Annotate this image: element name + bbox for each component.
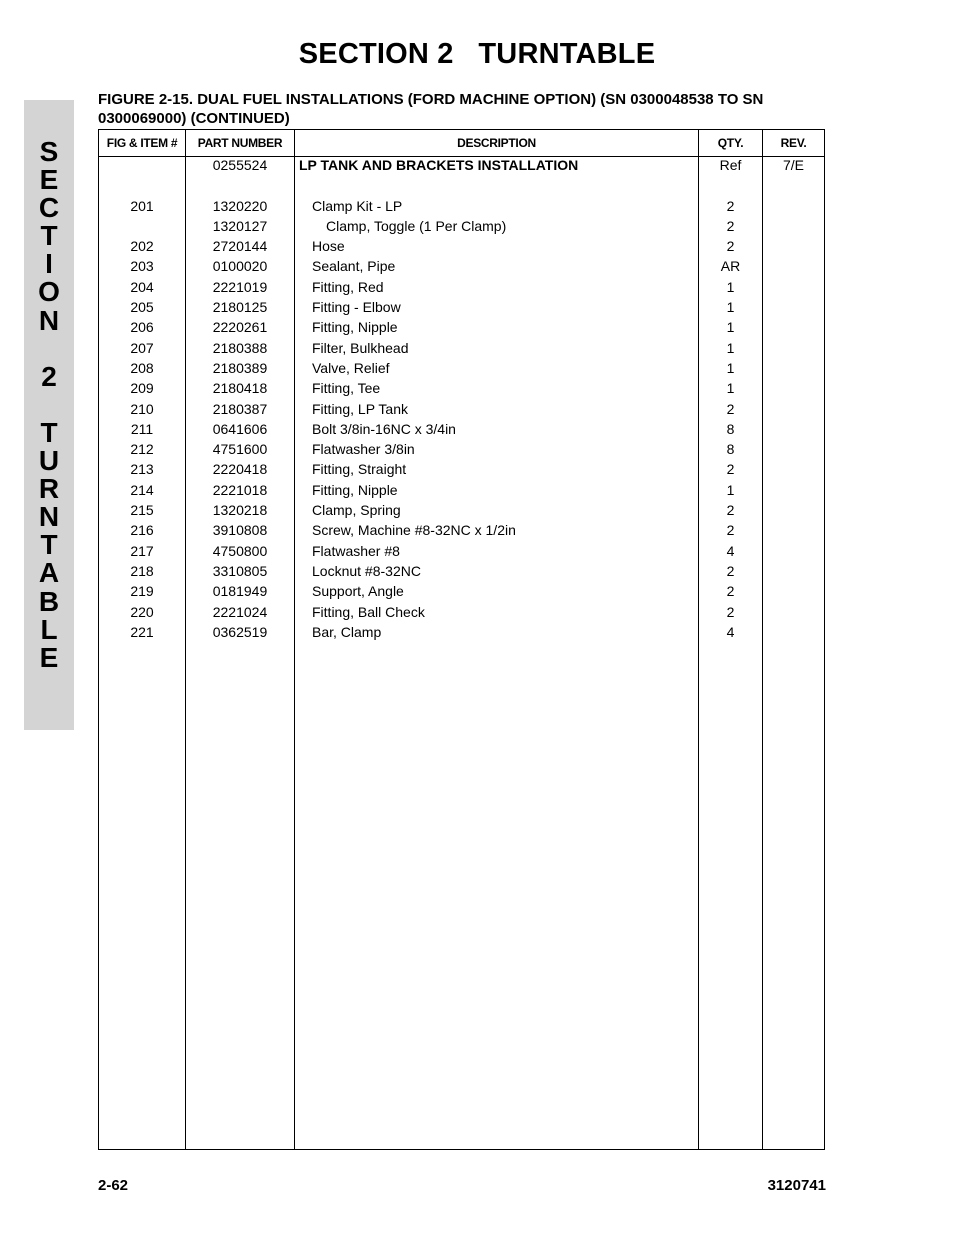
section-title: SECTION 2 TURNTABLE <box>298 38 656 70</box>
row-fig-item: 215 <box>130 502 154 519</box>
row-qty: 1 <box>726 299 735 316</box>
heading-rev: 7/E <box>782 157 804 173</box>
side-tab-letters <box>24 138 74 672</box>
row-qty: 2 <box>726 562 735 579</box>
side-tab-letter: U <box>38 445 60 477</box>
row-fig-item: 205 <box>130 299 154 316</box>
row-qty: 8 <box>726 420 735 437</box>
row-fig-item: 220 <box>130 603 154 620</box>
side-tab-letter: N <box>38 501 60 533</box>
row-qty: 2 <box>726 400 735 417</box>
header-part-number: PART NUMBER <box>186 130 295 157</box>
row-qty: 2 <box>726 583 735 600</box>
row-qty: 2 <box>726 197 735 214</box>
row-fig-item: 204 <box>130 278 154 295</box>
side-tab-letter: C <box>38 192 60 224</box>
side-tab-letter: T <box>40 529 58 561</box>
section-side-tab <box>24 100 74 730</box>
row-part-number: 4751600 <box>212 441 268 458</box>
row-description: Locknut #8-32NC <box>312 562 421 579</box>
heading-part-number: 0255524 <box>212 157 268 173</box>
side-tab-letter: S <box>39 136 59 167</box>
row-description: Clamp Kit - LP <box>312 197 403 214</box>
table-header-row <box>99 130 825 157</box>
row-fig-item: 202 <box>130 238 154 255</box>
heading-description: LP TANK AND BRACKETS INSTALLATION <box>299 157 579 173</box>
side-tab-letter <box>24 391 74 419</box>
page-number: 2-62 <box>98 1177 129 1194</box>
row-qty: 1 <box>726 278 735 295</box>
row-part-number: 0100020 <box>212 258 268 275</box>
side-tab-letter: R <box>38 473 60 505</box>
qty-column <box>699 157 763 1150</box>
row-part-number: 2180125 <box>212 299 268 316</box>
row-description: Fitting, Ball Check <box>312 603 425 620</box>
row-description: Filter, Bulkhead <box>312 339 409 356</box>
header-description: DESCRIPTION <box>295 130 699 157</box>
row-part-number: 2220418 <box>212 461 268 478</box>
row-qty: 2 <box>726 461 735 478</box>
row-fig-item: 218 <box>130 562 154 579</box>
row-description: Screw, Machine #8-32NC x 1/2in <box>312 522 516 539</box>
heading-qty: Ref <box>719 157 742 173</box>
row-part-number: 2221024 <box>212 603 268 620</box>
row-qty: 1 <box>726 481 735 498</box>
row-description: Fitting, Nipple <box>312 481 398 498</box>
side-tab-letter: O <box>38 276 60 308</box>
side-tab-letter: E <box>39 164 59 196</box>
row-part-number: 2180418 <box>212 380 268 397</box>
row-description: Fitting, Straight <box>312 461 407 478</box>
row-fig-item: 209 <box>130 380 154 397</box>
row-fig-item: 219 <box>130 583 154 600</box>
row-description: Fitting, Tee <box>312 380 381 397</box>
row-description: Flatwasher 3/8in <box>312 441 415 458</box>
side-tab-letter: N <box>38 304 60 336</box>
row-description: Bolt 3/8in-16NC x 3/4in <box>312 420 456 437</box>
side-tab-letter: 2 <box>41 360 57 392</box>
row-qty: 2 <box>726 522 735 539</box>
row-fig-item: 216 <box>130 522 154 539</box>
row-description: Fitting, LP Tank <box>312 400 408 417</box>
row-description: Valve, Relief <box>312 359 390 376</box>
header-qty: QTY. <box>699 130 763 157</box>
row-qty: 4 <box>726 623 735 640</box>
row-description: Hose <box>312 238 345 255</box>
row-part-number: 2221018 <box>212 481 268 498</box>
row-fig-item: 217 <box>130 542 154 559</box>
side-tab-letter: T <box>40 220 58 252</box>
row-part-number: 3310805 <box>212 562 268 579</box>
row-part-number: 2720144 <box>212 238 268 255</box>
row-part-number: 1320220 <box>212 197 268 214</box>
row-qty: 1 <box>726 319 735 336</box>
row-part-number: 2221019 <box>212 278 268 295</box>
row-description: Fitting, Red <box>312 278 384 295</box>
row-qty: 2 <box>726 217 735 234</box>
side-tab-letter: I <box>45 248 53 280</box>
row-part-number: 2220261 <box>212 319 268 336</box>
document-number: 3120741 <box>767 1177 826 1194</box>
row-part-number: 2180389 <box>212 359 268 376</box>
row-qty: AR <box>720 258 741 275</box>
row-fig-item: 207 <box>130 339 154 356</box>
row-part-number: 2180387 <box>212 400 268 417</box>
parts-table <box>98 129 825 1150</box>
row-part-number: 3910808 <box>212 522 268 539</box>
row-fig-item: 214 <box>130 481 154 498</box>
row-fig-item: 211 <box>130 420 154 437</box>
row-fig-item <box>99 216 185 236</box>
part-number-column <box>186 157 295 1150</box>
row-description: Fitting, Nipple <box>312 319 398 336</box>
description-column <box>295 157 699 1150</box>
row-part-number: 0362519 <box>212 623 268 640</box>
row-fig-item: 221 <box>130 623 154 640</box>
side-tab-letter: T <box>40 416 58 448</box>
row-qty: 4 <box>726 542 735 559</box>
row-qty: 8 <box>726 441 735 458</box>
row-description: Clamp, Spring <box>312 502 401 519</box>
figure-title: FIGURE 2-15. DUAL FUEL INSTALLATIONS (FORD MACHINE OPTION) (SN 0300048538 TO SN 0300069000) (CONTINUED) <box>98 91 764 127</box>
row-fig-item: 208 <box>130 359 154 376</box>
row-qty: 2 <box>726 238 735 255</box>
row-fig-item: 210 <box>130 400 154 417</box>
row-description: Bar, Clamp <box>312 623 382 640</box>
row-fig-item: 206 <box>130 319 154 336</box>
side-tab-letter <box>24 335 74 363</box>
row-description: Fitting - Elbow <box>312 299 401 316</box>
side-tab-letter: L <box>40 613 58 645</box>
row-description: Clamp, Toggle (1 Per Clamp) <box>326 217 507 234</box>
row-qty: 2 <box>726 502 735 519</box>
row-fig-item: 212 <box>130 441 154 458</box>
header-fig-item: FIG & ITEM # <box>99 130 186 157</box>
table-body-row <box>99 157 825 1150</box>
row-fig-item: 201 <box>130 197 154 214</box>
row-description: Flatwasher #8 <box>312 542 400 559</box>
row-part-number: 0181949 <box>212 583 268 600</box>
heading-fig-item <box>99 155 185 175</box>
side-tab-letter: E <box>39 641 59 673</box>
row-part-number: 1320127 <box>212 217 268 234</box>
row-part-number: 2180388 <box>212 339 268 356</box>
side-tab-letter: B <box>38 585 60 617</box>
side-tab-letter: A <box>38 557 60 589</box>
row-qty: 1 <box>726 339 735 356</box>
rev-column <box>763 157 825 1150</box>
row-qty: 2 <box>726 603 735 620</box>
row-fig-item: 203 <box>130 258 154 275</box>
row-part-number: 0641606 <box>212 420 268 437</box>
row-qty: 1 <box>726 380 735 397</box>
row-part-number: 1320218 <box>212 502 268 519</box>
row-qty: 1 <box>726 359 735 376</box>
row-fig-item: 213 <box>130 461 154 478</box>
fig-item-column <box>99 157 186 1150</box>
row-description: Support, Angle <box>312 583 404 600</box>
row-part-number: 4750800 <box>212 542 268 559</box>
header-rev: REV. <box>763 130 825 157</box>
row-description: Sealant, Pipe <box>312 258 396 275</box>
